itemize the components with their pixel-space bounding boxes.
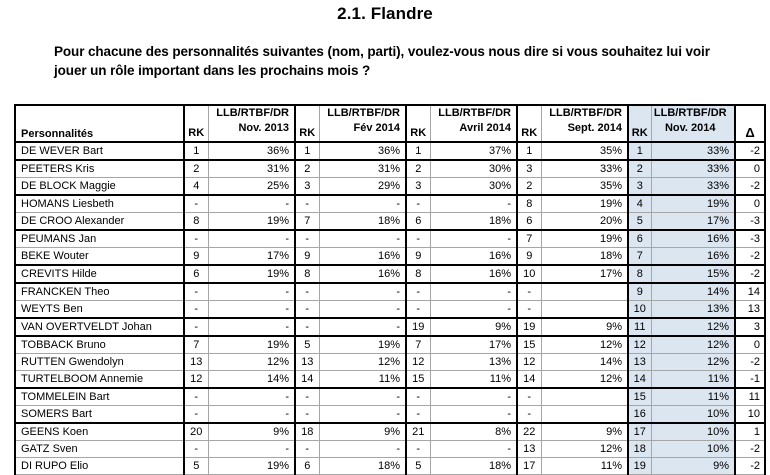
cell-percentage: -: [208, 406, 295, 424]
cell-percentage: -: [319, 406, 406, 424]
cell-delta: -1: [735, 371, 765, 389]
cell-personality-name: TOBBACK Bruno: [15, 336, 184, 354]
table-row: [15, 388, 765, 406]
cell-rank: 6: [628, 230, 651, 248]
cell-percentage: 9%: [541, 318, 628, 336]
cell-percentage: 25%: [208, 178, 295, 196]
cell-percentage: 9%: [651, 458, 735, 475]
cell-percentage: 12%: [208, 354, 295, 371]
cell-percentage: 33%: [541, 160, 628, 178]
cell-percentage: -: [430, 230, 517, 248]
table-row: [15, 230, 765, 248]
wave-source-label: LLB/RTBF/DR: [549, 107, 622, 119]
cell-rank: 22: [517, 423, 541, 441]
wave-date-label: Nov. 2013: [238, 122, 289, 134]
cell-percentage: -: [208, 388, 295, 406]
cell-percentage: [541, 283, 628, 301]
cell-percentage: 13%: [651, 301, 735, 319]
cell-personality-name: WEYTS Ben: [15, 301, 184, 319]
cell-percentage: 17%: [541, 265, 628, 283]
cell-percentage: 19%: [208, 336, 295, 354]
cell-personality-name: BEKE Wouter: [15, 248, 184, 266]
table-row: [15, 371, 765, 389]
cell-rank: -: [295, 388, 319, 406]
cell-percentage: 16%: [319, 265, 406, 283]
survey-question-text: Pour chacune des personnalités suivantes (nom, parti), voulez-vous nous dire si vous souhaitez lui voir jouer un rôle important dans les prochains mois ?: [54, 44, 710, 78]
cell-percentage: 14%: [208, 371, 295, 389]
cell-rank: 7: [184, 336, 208, 354]
cell-percentage: 36%: [208, 142, 295, 160]
cell-percentage: 9%: [319, 423, 406, 441]
table-header: [15, 105, 765, 142]
cell-rank: 5: [295, 336, 319, 354]
cell-rank: -: [295, 195, 319, 213]
cell-percentage: 30%: [430, 178, 517, 196]
cell-percentage: 16%: [430, 265, 517, 283]
cell-personality-name: TURTELBOOM Annemie: [15, 371, 184, 389]
cell-rank: 14: [628, 371, 651, 389]
cell-percentage: 36%: [319, 142, 406, 160]
cell-rank: -: [295, 283, 319, 301]
cell-rank: 2: [406, 160, 430, 178]
cell-percentage: 19%: [208, 213, 295, 231]
cell-delta: -2: [735, 248, 765, 266]
cell-personality-name: HOMANS Liesbeth: [15, 195, 184, 213]
cell-percentage: 35%: [541, 178, 628, 196]
cell-percentage: 19%: [651, 195, 735, 213]
column-header-rank-avril2014: RK: [406, 105, 430, 142]
cell-rank: -: [406, 195, 430, 213]
cell-percentage: 35%: [541, 142, 628, 160]
table-row: [15, 406, 765, 424]
cell-rank: 13: [295, 354, 319, 371]
cell-percentage: -: [430, 388, 517, 406]
cell-percentage: -: [208, 301, 295, 319]
cell-percentage: -: [208, 441, 295, 458]
wave-source-label: LLB/RTBF/DR: [653, 107, 727, 119]
cell-percentage: 10%: [651, 423, 735, 441]
cell-rank: 12: [628, 336, 651, 354]
cell-delta: 0: [735, 336, 765, 354]
column-header-rank-nov2014: RK: [628, 105, 651, 142]
cell-rank: -: [184, 283, 208, 301]
cell-rank: 21: [406, 423, 430, 441]
cell-delta: -2: [735, 458, 765, 475]
cell-delta: 10: [735, 406, 765, 424]
column-header-rank-nov2013: RK: [184, 105, 208, 142]
cell-percentage: -: [208, 318, 295, 336]
page-title: 2.1. Flandre: [337, 4, 433, 23]
cell-rank: 5: [406, 458, 430, 475]
cell-rank: -: [184, 441, 208, 458]
cell-rank: 3: [295, 178, 319, 196]
cell-rank: 15: [406, 371, 430, 389]
table-row: [15, 178, 765, 196]
cell-percentage: 14%: [651, 283, 735, 301]
cell-percentage: -: [319, 195, 406, 213]
table-row: [15, 354, 765, 371]
table-row: [15, 213, 765, 231]
cell-personality-name: PEETERS Kris: [15, 160, 184, 178]
cell-percentage: 11%: [319, 371, 406, 389]
cell-delta: 1: [735, 423, 765, 441]
wave-source-label: LLB/RTBF/DR: [327, 107, 400, 119]
cell-percentage: 9%: [208, 423, 295, 441]
cell-delta: 0: [735, 195, 765, 213]
cell-rank: 9: [406, 248, 430, 266]
cell-percentage: 12%: [651, 354, 735, 371]
cell-percentage: -: [208, 283, 295, 301]
cell-rank: 19: [517, 318, 541, 336]
cell-percentage: -: [319, 230, 406, 248]
cell-percentage: 12%: [651, 318, 735, 336]
table-row: [15, 441, 765, 458]
cell-personality-name: RUTTEN Gwendolyn: [15, 354, 184, 371]
cell-percentage: 16%: [430, 248, 517, 266]
cell-rank: 10: [628, 301, 651, 319]
cell-rank: 6: [517, 213, 541, 231]
table-body: [15, 142, 765, 475]
cell-rank: -: [517, 388, 541, 406]
cell-percentage: -: [319, 441, 406, 458]
cell-percentage: 12%: [651, 336, 735, 354]
cell-delta: -3: [735, 213, 765, 231]
cell-percentage: 15%: [651, 265, 735, 283]
table-row: [15, 195, 765, 213]
cell-rank: -: [184, 406, 208, 424]
table-row: [15, 160, 765, 178]
cell-rank: 11: [628, 318, 651, 336]
cell-percentage: 19%: [541, 230, 628, 248]
cell-rank: 8: [184, 213, 208, 231]
cell-personality-name: GEENS Koen: [15, 423, 184, 441]
column-header-rank-fev2014: RK: [295, 105, 319, 142]
wave-date-label: Avril 2014: [459, 122, 511, 134]
cell-rank: 10: [517, 265, 541, 283]
cell-rank: 2: [184, 160, 208, 178]
cell-percentage: 12%: [541, 336, 628, 354]
cell-rank: 3: [628, 178, 651, 196]
cell-rank: 1: [295, 142, 319, 160]
cell-personality-name: TOMMELEIN Bart: [15, 388, 184, 406]
cell-percentage: -: [430, 283, 517, 301]
cell-percentage: 9%: [430, 318, 517, 336]
cell-rank: -: [517, 406, 541, 424]
cell-personality-name: PEUMANS Jan: [15, 230, 184, 248]
cell-rank: -: [295, 318, 319, 336]
cell-rank: 12: [406, 354, 430, 371]
cell-percentage: -: [430, 406, 517, 424]
cell-personality-name: DE WEVER Bart: [15, 142, 184, 160]
cell-rank: 8: [517, 195, 541, 213]
cell-personality-name: DI RUPO Elio: [15, 458, 184, 475]
cell-rank: -: [295, 406, 319, 424]
cell-rank: 13: [628, 354, 651, 371]
cell-percentage: 18%: [541, 248, 628, 266]
cell-percentage: 33%: [651, 142, 735, 160]
cell-personality-name: GATZ Sven: [15, 441, 184, 458]
cell-rank: 1: [406, 142, 430, 160]
column-header-wave-fev2014: [319, 105, 406, 142]
cell-rank: 6: [295, 458, 319, 475]
table-row: [15, 142, 765, 160]
cell-rank: -: [517, 283, 541, 301]
cell-rank: 2: [295, 160, 319, 178]
column-header-wave-nov2014: [651, 105, 735, 142]
cell-percentage: 14%: [541, 354, 628, 371]
cell-rank: -: [184, 195, 208, 213]
table-row: [15, 336, 765, 354]
cell-percentage: 8%: [430, 423, 517, 441]
cell-percentage: -: [319, 388, 406, 406]
table-header-row: [15, 105, 765, 142]
cell-percentage: 12%: [541, 441, 628, 458]
cell-rank: 1: [184, 142, 208, 160]
cell-rank: 19: [628, 458, 651, 475]
wave-source-label: LLB/RTBF/DR: [216, 107, 289, 119]
cell-percentage: 9%: [541, 423, 628, 441]
cell-percentage: 12%: [319, 354, 406, 371]
cell-delta: -3: [735, 230, 765, 248]
cell-percentage: 19%: [208, 265, 295, 283]
cell-rank: 8: [295, 265, 319, 283]
table-row: [15, 423, 765, 441]
column-header-rank-sept2014: RK: [517, 105, 541, 142]
cell-rank: 7: [295, 213, 319, 231]
cell-rank: 8: [628, 265, 651, 283]
cell-percentage: 17%: [651, 213, 735, 231]
cell-rank: -: [406, 283, 430, 301]
table-row: [15, 283, 765, 301]
cell-percentage: 11%: [651, 388, 735, 406]
cell-rank: -: [406, 406, 430, 424]
cell-rank: 4: [628, 195, 651, 213]
cell-percentage: 19%: [208, 458, 295, 475]
column-header-wave-sept2014: [541, 105, 628, 142]
column-header-wave-nov2013: [208, 105, 295, 142]
cell-rank: -: [184, 388, 208, 406]
cell-rank: -: [406, 230, 430, 248]
cell-percentage: 18%: [319, 458, 406, 475]
cell-percentage: 10%: [651, 441, 735, 458]
cell-delta: 13: [735, 301, 765, 319]
cell-percentage: 19%: [541, 195, 628, 213]
cell-percentage: -: [208, 230, 295, 248]
cell-rank: -: [295, 441, 319, 458]
cell-percentage: 16%: [651, 230, 735, 248]
cell-rank: 2: [517, 178, 541, 196]
cell-rank: 7: [517, 230, 541, 248]
cell-delta: -2: [735, 441, 765, 458]
cell-rank: 16: [628, 406, 651, 424]
cell-rank: -: [406, 441, 430, 458]
cell-rank: 3: [517, 160, 541, 178]
cell-rank: 12: [184, 371, 208, 389]
cell-percentage: 11%: [430, 371, 517, 389]
cell-personality-name: CREVITS Hilde: [15, 265, 184, 283]
cell-rank: 2: [628, 160, 651, 178]
cell-delta: 14: [735, 283, 765, 301]
cell-percentage: 19%: [319, 336, 406, 354]
table-row: [15, 248, 765, 266]
cell-rank: 3: [406, 178, 430, 196]
cell-delta: -2: [735, 142, 765, 160]
cell-rank: 4: [184, 178, 208, 196]
cell-rank: 13: [517, 441, 541, 458]
cell-percentage: [541, 406, 628, 424]
cell-rank: 13: [184, 354, 208, 371]
wave-date-label: Nov. 2014: [664, 122, 716, 134]
cell-delta: -2: [735, 178, 765, 196]
cell-rank: 18: [295, 423, 319, 441]
cell-rank: 18: [628, 441, 651, 458]
table-row: [15, 458, 765, 475]
column-header-delta: Δ: [735, 105, 765, 142]
cell-percentage: -: [319, 318, 406, 336]
cell-delta: -2: [735, 354, 765, 371]
cell-rank: 17: [628, 423, 651, 441]
cell-rank: 6: [406, 213, 430, 231]
cell-rank: 9: [184, 248, 208, 266]
cell-percentage: 30%: [430, 160, 517, 178]
cell-rank: 9: [517, 248, 541, 266]
cell-rank: 1: [517, 142, 541, 160]
cell-rank: 5: [628, 213, 651, 231]
cell-rank: 9: [628, 283, 651, 301]
cell-rank: 14: [295, 371, 319, 389]
cell-rank: 9: [295, 248, 319, 266]
cell-percentage: 17%: [430, 336, 517, 354]
cell-personality-name: SOMERS Bart: [15, 406, 184, 424]
cell-percentage: -: [430, 441, 517, 458]
cell-rank: 15: [517, 336, 541, 354]
cell-rank: -: [184, 318, 208, 336]
cell-personality-name: VAN OVERTVELDT Johan: [15, 318, 184, 336]
cell-percentage: -: [319, 283, 406, 301]
cell-rank: -: [517, 301, 541, 319]
cell-percentage: -: [208, 195, 295, 213]
cell-delta: 0: [735, 160, 765, 178]
wave-date-label: Fév 2014: [353, 122, 400, 134]
cell-rank: 7: [406, 336, 430, 354]
cell-rank: -: [184, 301, 208, 319]
cell-percentage: [541, 301, 628, 319]
cell-percentage: 37%: [430, 142, 517, 160]
cell-percentage: 33%: [651, 160, 735, 178]
table-row: [15, 301, 765, 319]
cell-percentage: 18%: [430, 458, 517, 475]
cell-percentage: 11%: [651, 371, 735, 389]
cell-percentage: 12%: [541, 371, 628, 389]
cell-personality-name: FRANCKEN Theo: [15, 283, 184, 301]
cell-percentage: 18%: [430, 213, 517, 231]
cell-percentage: -: [319, 301, 406, 319]
cell-rank: 19: [406, 318, 430, 336]
cell-percentage: 17%: [208, 248, 295, 266]
poll-results-table: [14, 104, 766, 475]
poll-table-container: [14, 104, 760, 475]
cell-rank: 5: [184, 458, 208, 475]
cell-percentage: 31%: [319, 160, 406, 178]
cell-rank: -: [184, 230, 208, 248]
cell-rank: -: [295, 301, 319, 319]
cell-rank: 12: [517, 354, 541, 371]
cell-percentage: -: [430, 301, 517, 319]
cell-percentage: 11%: [541, 458, 628, 475]
cell-percentage: [541, 388, 628, 406]
cell-percentage: 10%: [651, 406, 735, 424]
cell-delta: 11: [735, 388, 765, 406]
cell-percentage: 18%: [319, 213, 406, 231]
cell-personality-name: DE CROO Alexander: [15, 213, 184, 231]
table-row: [15, 318, 765, 336]
cell-personality-name: DE BLOCK Maggie: [15, 178, 184, 196]
cell-rank: -: [406, 388, 430, 406]
table-row: [15, 265, 765, 283]
cell-rank: -: [406, 301, 430, 319]
column-header-personalities: Personnalités: [15, 105, 184, 142]
cell-percentage: 29%: [319, 178, 406, 196]
cell-rank: 8: [406, 265, 430, 283]
cell-delta: 3: [735, 318, 765, 336]
cell-percentage: 13%: [430, 354, 517, 371]
cell-rank: 7: [628, 248, 651, 266]
wave-source-label: LLB/RTBF/DR: [438, 107, 511, 119]
cell-rank: 15: [628, 388, 651, 406]
cell-percentage: 33%: [651, 178, 735, 196]
cell-percentage: -: [430, 195, 517, 213]
cell-rank: -: [295, 230, 319, 248]
wave-date-label: Sept. 2014: [567, 122, 622, 134]
cell-rank: 20: [184, 423, 208, 441]
cell-percentage: 20%: [541, 213, 628, 231]
cell-rank: 14: [517, 371, 541, 389]
cell-percentage: 16%: [651, 248, 735, 266]
cell-rank: 1: [628, 142, 651, 160]
cell-delta: -2: [735, 265, 765, 283]
cell-percentage: 16%: [319, 248, 406, 266]
cell-percentage: 31%: [208, 160, 295, 178]
column-header-wave-avril2014: [430, 105, 517, 142]
cell-rank: 6: [184, 265, 208, 283]
cell-rank: 17: [517, 458, 541, 475]
